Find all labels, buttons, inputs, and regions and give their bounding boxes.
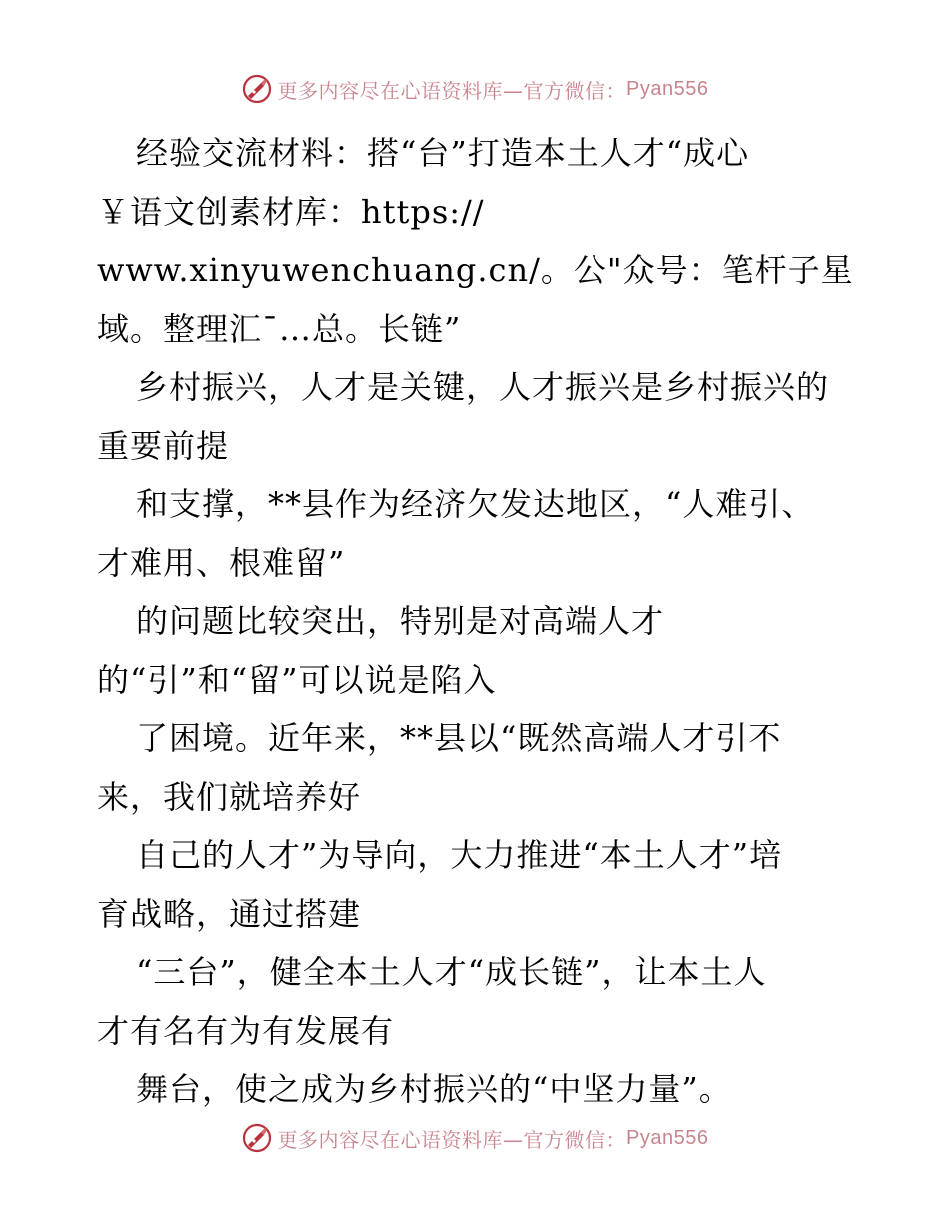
text-line: 的问题比较突出，特别是对高端人才 xyxy=(136,602,665,640)
text-line: “三台”，健全本土人才“成长链”，让本土人 xyxy=(136,953,767,991)
text-line: 来，我们就培养好 xyxy=(97,777,362,816)
pen-nib-logo-icon xyxy=(242,74,272,104)
pen-nib-logo-icon xyxy=(242,1123,272,1153)
watermark-text: 更多内容尽在心语资料库—官方微信： xyxy=(277,1127,627,1152)
text-line: 才有名有为有发展有 xyxy=(97,1011,395,1050)
footer-watermark xyxy=(0,1123,950,1153)
watermark-wechat-id: Pyan556 xyxy=(626,1126,709,1149)
text-line: 重要前提 xyxy=(97,426,230,465)
text-line: 的“引”和“留”可以说是陷入 xyxy=(97,660,497,699)
watermark-text: 更多内容尽在心语资料库—官方微信： xyxy=(277,78,627,103)
text-line: 域。整理汇¯…总。长链” xyxy=(97,309,462,348)
text-line: ￥语文创素材库：https:// xyxy=(97,192,485,231)
text-line: 才难用、根难留” xyxy=(97,543,346,582)
document-body xyxy=(97,124,867,1119)
text-line: 舞台，使之成为乡村振兴的“中坚力量”。 xyxy=(136,1070,732,1108)
text-line: 和支撑，**县作为经济欠发达地区，“人难引、 xyxy=(136,485,815,523)
text-line: 育战略，通过搭建 xyxy=(97,894,362,933)
text-line: 了困境。近年来，**县以“既然高端人才引不 xyxy=(136,719,782,757)
text-line: www.xinyuwenchuang.cn/。公"众号：笔杆子星 xyxy=(97,251,854,289)
text-line: 经验交流材料：搭“台”打造本土人才“成心 xyxy=(136,134,750,172)
header-watermark xyxy=(0,74,950,104)
text-line: 自己的人才”为导向，大力推进“本土人才”培 xyxy=(136,836,783,874)
watermark-wechat-id: Pyan556 xyxy=(626,77,709,100)
text-line: 乡村振兴，人才是关键，人才振兴是乡村振兴的 xyxy=(136,368,830,406)
